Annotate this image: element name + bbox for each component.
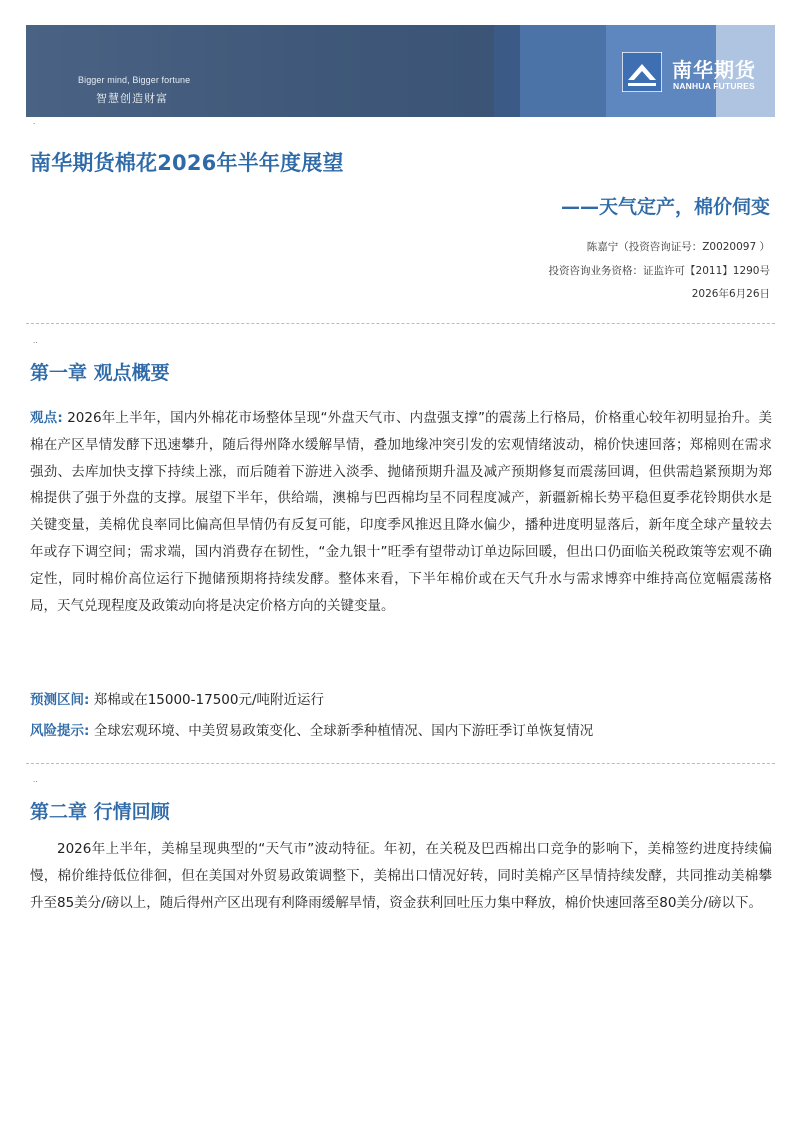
header-banner	[26, 25, 775, 117]
section-divider	[26, 323, 775, 324]
risk-line	[30, 719, 593, 739]
viewpoint-text: 2026年上半年，国内外棉花市场整体呈现“外盘天气市、内盘强支撑”的震荡上行格局，价格重心较年初明显抬升。美棉在产区旱情发酵下迅速攀升，随后得州降水缓解旱情，叠加地缘冲突引发的宏观情绪波动，棉价快速回落；郑棉则在需求强劲、去库加快支撑下持续上涨，而后随着下游进入淡季、抛储预期升温及减产预期修复而震荡回调，但供需趋紧预期为郑棉提供了强于外盘的支撑。展望下半年，供给端，澳棉与巴西棉均呈不同程度减产，新疆新棉长势平稳但夏季花铃期供水是关键变量，美棉优良率同比偏高但旱情仍有反复可能，印度季风推迟且降水偏少，播种进度明显落后，新年度全球产量较去年或存下调空间；需求端，国内消费存在韧性，“金九银十”旺季有望带动订单边际回暖，但出口仍面临关税政策等宏观不确定性，同时棉价高位运行下抛储预期将持续发酵。整体来看，下半年棉价或在天气升水与需求博弈中维持高位宽幅震荡格局，天气兑现程度及政策动向将是决定价格方向的关键变量。	[30, 410, 772, 614]
nanhua-logo-icon	[622, 52, 662, 92]
chapter-2-heading: 第二章 行情回顾	[30, 801, 170, 823]
slogan-english: Bigger mind, Bigger fortune	[78, 75, 191, 85]
author-line: 陈嘉宁（投资咨询证号：Z0020097 ）	[586, 241, 770, 253]
report-subtitle: ——天气定产，棉价伺变	[560, 196, 770, 218]
license-line: 投资咨询业务资格：证监许可【2011】1290号	[548, 265, 770, 277]
dot-mark: ·	[33, 120, 36, 128]
section-divider	[26, 763, 775, 764]
dot-mark: ··	[33, 778, 38, 786]
report-title: 南华期货棉花2026年半年度展望	[30, 151, 344, 175]
forecast-text: 郑棉或在15000-17500元/吨附近运行	[89, 692, 325, 708]
market-review-paragraph: 2026年上半年，美棉呈现典型的“天气市”波动特征。年初，在关税及巴西棉出口竞争的影响下，美棉签约进度持续偏慢，棉价维持低位徘徊，但在美国对外贸易政策调整下，美棉出口情况好转，同时美棉产区旱情持续发酵，共同推动美棉攀升至85美分/磅以上，随后得州产区出现有利降雨缓解旱情，资金获利回吐压力集中释放，棉价快速回落至80美分/磅以下。	[30, 841, 772, 911]
risk-label: 风险提示:	[30, 723, 90, 739]
logo-text-chinese: 南华期货	[672, 58, 756, 82]
slogan-chinese: 智慧创造财富	[96, 92, 168, 105]
viewpoint-paragraph	[30, 405, 772, 619]
dot-mark: ··	[33, 339, 38, 347]
banner-stripe	[494, 25, 520, 117]
viewpoint-label: 观点:	[30, 410, 63, 426]
forecast-line	[30, 688, 324, 708]
risk-text: 全球宏观环境、中美贸易政策变化、全球新季种植情况、国内下游旺季订单恢复情况	[89, 723, 594, 739]
forecast-label: 预测区间:	[30, 692, 90, 708]
banner-stripe	[520, 25, 606, 117]
report-date: 2026年6月26日	[691, 288, 770, 300]
chapter-1-heading: 第一章 观点概要	[30, 362, 170, 384]
logo-text-english: NANHUA FUTURES	[673, 81, 755, 91]
